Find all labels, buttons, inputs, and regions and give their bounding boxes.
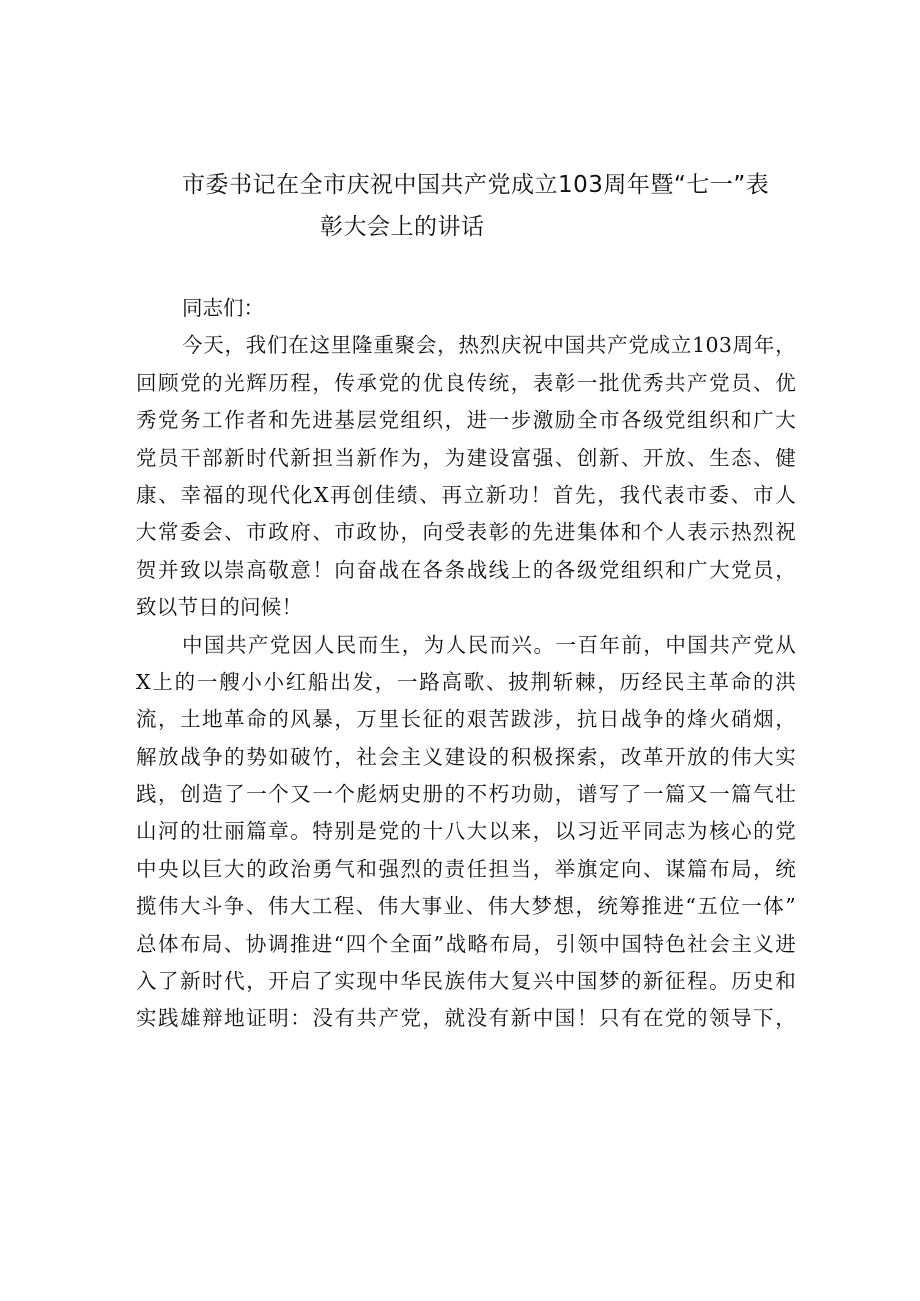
paragraph-1 — [136, 327, 796, 626]
document-title-line-2: 彰大会上的讲话 — [320, 214, 485, 240]
paragraph-line: 回顾党的光辉历程，传承党的优良传统，表彰一批优秀共产党员、优 — [136, 370, 796, 395]
paragraph-line: 践，创造了一个又一个彪炳史册的不朽功勋，谱写了一篇又一篇气壮 — [136, 782, 796, 807]
paragraph-line: 贺并致以崇高敬意！向奋战在各条战线上的各级党组织和广大党员， — [136, 557, 796, 582]
paragraph-line: 揽伟大斗争、伟大工程、伟大事业、伟大梦想，统筹推进“五位一体” — [136, 894, 796, 919]
paragraph-line: 党员干部新时代新担当新作为，为建设富强、创新、开放、生态、健 — [136, 445, 796, 470]
paragraph-line: 流，土地革命的风暴，万里长征的艰苦跋涉，抗日战争的烽火硝烟， — [136, 707, 796, 732]
paragraph-line: 大常委会、市政府、市政协，向受表彰的先进集体和个人表示热烈祝 — [136, 520, 796, 545]
paragraph-line: 康、幸福的现代化X再创佳绩、再立新功！首先，我代表市委、市人 — [136, 482, 796, 507]
paragraph-2 — [136, 627, 796, 1038]
paragraph-line: 今天，我们在这里隆重聚会，热烈庆祝中国共产党成立103周年， — [182, 333, 796, 358]
paragraph-line: 中央以巨大的政治勇气和强烈的责任担当，举旗定向、谋篇布局，统 — [136, 856, 796, 881]
paragraph-line: 中国共产党因人民而生，为人民而兴。一百年前，中国共产党从 — [182, 632, 796, 657]
paragraph-line: 总体布局、协调推进“四个全面”战略布局，引领中国特色社会主义进 — [136, 931, 796, 956]
document-body — [136, 290, 796, 1038]
paragraph-line: 致以节日的问候！ — [136, 595, 303, 620]
document-title-line-1: 市委书记在全市庆祝中国共产党成立103周年暨“七一”表 — [182, 172, 770, 198]
paragraph-line: 秀党务工作者和先进基层党组织，进一步激励全市各级党组织和广大 — [136, 408, 796, 433]
paragraph-line: 解放战争的势如破竹，社会主义建设的积极探索，改革开放的伟大实 — [136, 744, 796, 769]
paragraph-line: 实践雄辩地证明：没有共产党，就没有新中国！只有在党的领导下， — [136, 1006, 796, 1031]
paragraph-line: 山河的壮丽篇章。特别是党的十八大以来，以习近平同志为核心的党 — [136, 819, 796, 844]
paragraph-line: X上的一艘小小红船出发，一路高歌、披荆斩棘，历经民主革命的洪 — [136, 669, 796, 694]
salutation: 同志们： — [182, 296, 264, 320]
paragraph-line: 入了新时代，开启了实现中华民族伟大复兴中国梦的新征程。历史和 — [136, 969, 796, 994]
